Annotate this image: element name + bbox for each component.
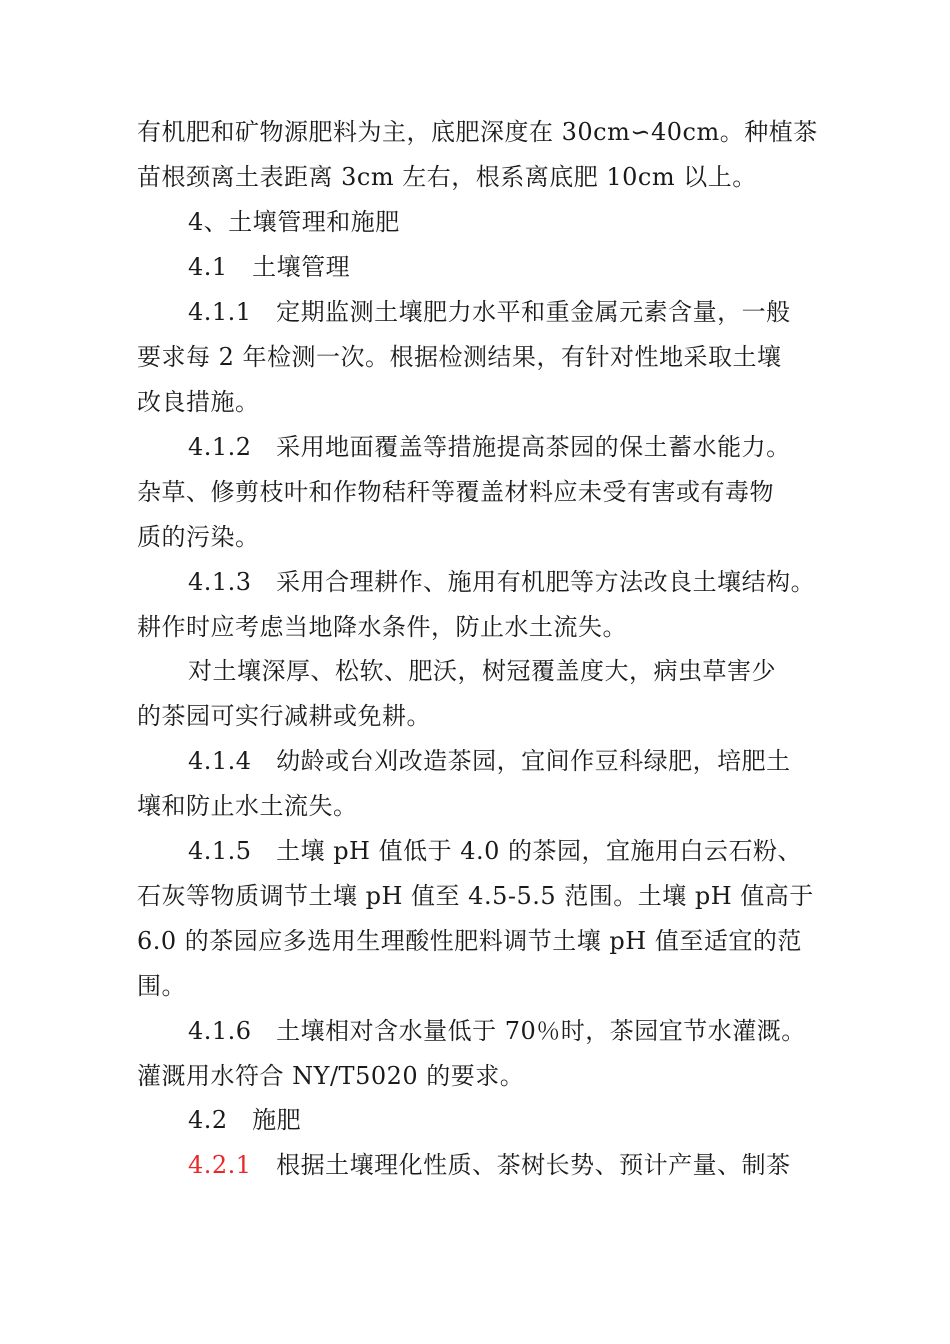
- text-line: 杂草、修剪枝叶和作物秸秆等覆盖材料应未受有害或有毒物: [137, 478, 774, 506]
- text-line: 4.1.4 幼龄或台刈改造茶园，宜间作豆科绿肥，培肥土: [188, 747, 791, 775]
- text-line: 4.1.1 定期监测土壤肥力水平和重金属元素含量，一般: [188, 298, 791, 326]
- section-heading: 4、土壤管理和施肥: [188, 208, 400, 236]
- text-line: 灌溉用水符合 NY/T5020 的要求。: [137, 1062, 525, 1090]
- text-line: 苗根颈离土表距离 3cm 左右，根系离底肥 10cm 以上。: [137, 163, 757, 191]
- text-line: 壤和防止水土流失。: [137, 792, 358, 820]
- subsection-heading: 4.2 施肥: [188, 1106, 302, 1134]
- text-line: 对土壤深厚、松软、肥沃，树冠覆盖度大，病虫草害少: [188, 657, 776, 685]
- text-line: [188, 1150, 791, 1180]
- text-line: 的茶园可实行减耕或免耕。: [137, 702, 431, 730]
- text-line: 4.1.6 土壤相对含水量低于 70％时，茶园宜节水灌溉。: [188, 1017, 806, 1045]
- text-line: 有机肥和矿物源肥料为主，底肥深度在 30cm∽40cm。种植茶: [137, 118, 818, 146]
- subsection-heading: 4.1 土壤管理: [188, 253, 351, 281]
- text-line: 石灰等物质调节土壤 pH 值至 4.5-5.5 范围。土壤 pH 值高于: [137, 882, 814, 910]
- text-line: 6.0 的茶园应多选用生理酸性肥料调节土壤 pH 值至适宜的范: [137, 927, 802, 955]
- text-line: 耕作时应考虑当地降水条件，防止水土流失。: [137, 613, 627, 641]
- text-line: 改良措施。: [137, 388, 260, 416]
- clause-text: 根据土壤理化性质、茶树长势、预计产量、制茶: [251, 1151, 791, 1179]
- text-line: 质的污染。: [137, 523, 260, 551]
- text-line: 4.1.3 采用合理耕作、施用有机肥等方法改良土壤结构。: [188, 568, 816, 596]
- text-line: 4.1.2 采用地面覆盖等措施提高茶园的保土蓄水能力。: [188, 433, 791, 461]
- text-line: 围。: [137, 972, 186, 1000]
- text-line: 要求每 2 年检测一次。根据检测结果，有针对性地采取土壤: [137, 343, 782, 371]
- text-line: 4.1.5 土壤 pH 值低于 4.0 的茶园，宜施用白云石粉、: [188, 837, 803, 865]
- clause-number-highlight: 4.2.1: [188, 1151, 252, 1179]
